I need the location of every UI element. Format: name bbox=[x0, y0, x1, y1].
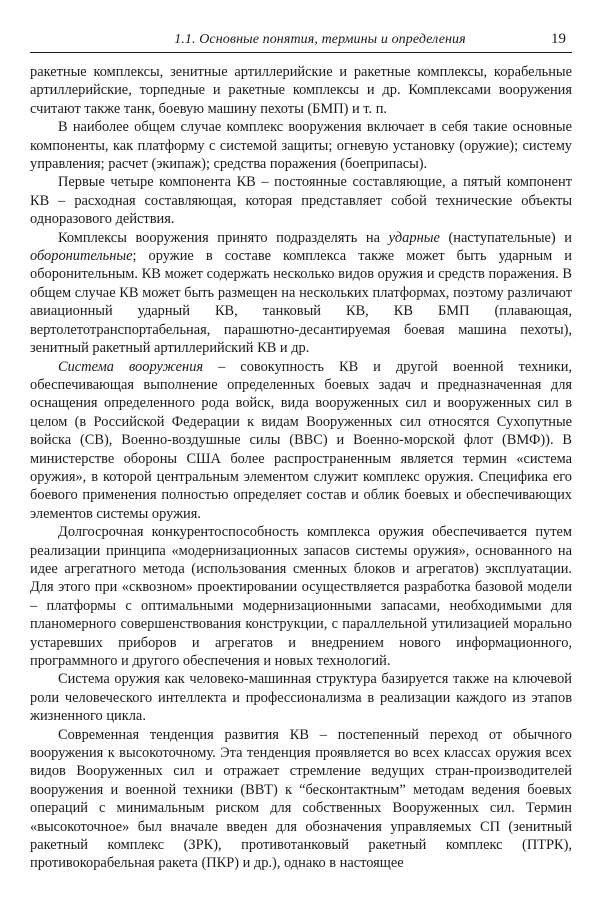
paragraph-text: Комплексы вооружения принято подразделять на bbox=[58, 229, 389, 246]
paragraph bbox=[30, 229, 572, 358]
paragraph-text: Первые четыре компонента КВ – постоянные составляющие, а пятый компонент КВ – расходная составляющая, которая представляет собой технические объекты одноразового действия. bbox=[30, 174, 572, 228]
paragraph bbox=[30, 63, 572, 118]
paragraph-text: В наиболее общем случае комплекс вооружения включает в себя такие основные компоненты, как платформу с системой защиты; огневую установку (оружие); систему управления; расчет (экипаж); средства поражения (боеприпасы). bbox=[30, 119, 572, 173]
term-sistema-vooruzheniya: Система вооружения bbox=[58, 358, 204, 375]
paragraph bbox=[30, 670, 572, 725]
paragraph-text: ; оружие в составе комплекса также может быть ударным и оборонительным. КВ может содержать несколько видов оружия и средств поражения. В общем случае КВ может быть размещен на нескольких платформах, поэтому различают авиационный ударный КВ, танковый КВ, КВ БМП (плавающая, вертолетотранспортабельная, парашютно-десантируемая боевая машина пехоты), зенитный ракетный артиллерийский КВ и др. bbox=[30, 248, 572, 357]
paragraph bbox=[30, 118, 572, 173]
paragraph-text: – совокупность КВ и другой военной техники, обеспечивающая выполнение определенных боевых задач и предназначенная для оснащения определенного рода войск, вида вооруженных сил и вооруженных сил в целом (в Российской Федерации к видам Вооруженных сил относятся Сухопутные войска (СВ), Военно-воздушные силы (ВВС) и Военно-морской флот (ВМФ)). В министерстве обороны США более распространенным является термин «система оружия», в которой центральным элементом служит комплекс оружия. Специфика его боевого применения полностью определяет состав и облик боевых и обеспечивающих элементов системы оружия. bbox=[30, 358, 572, 522]
paragraph-text: ракетные комплексы, зенитные артиллерийские и ракетные комплексы, корабельные артиллерийские, торпедные и ракетные комплексы и др. Комплексами вооружения считают также танк, боевую машину пехоты (БМП) и т. п. bbox=[30, 64, 572, 117]
running-header bbox=[30, 30, 572, 52]
paragraph bbox=[30, 358, 572, 524]
running-title: 1.1. Основные понятия, термины и определения bbox=[174, 32, 466, 47]
body-text bbox=[30, 63, 572, 873]
header-rule bbox=[30, 52, 572, 53]
paragraph bbox=[30, 173, 572, 228]
paragraph-text: Современная тенденция развития КВ – постепенный переход от обычного вооружения к высокоточному. Эта тенденция проявляется во всех классах оружия всех видов Вооруженных сил и отражает стремление ведущих стран-производителей вооружения и военной техники (ВВТ) к “бесконтактным” методам ведения боевых операций с минимальным риском для собственных Вооруженных сил. Термин «высокоточное» был вначале введен для обозначения управляемых СП (зенитный ракетный комплекс (ЗРК), противотанковый ракетный комплекс (ПТРК), противокорабельная ракета (ПКР) и др.), однако в настоящее bbox=[30, 726, 572, 872]
term-oboronitelnye: оборонительные bbox=[30, 248, 133, 265]
paragraph-text: Система оружия как человеко-машинная структура базируется также на ключевой роли человеческого интеллекта и профессионализма в реализации каждого из этапов жизненного цикла. bbox=[30, 671, 572, 725]
paragraph bbox=[30, 726, 572, 873]
paragraph-text: (наступательные) и bbox=[439, 229, 572, 246]
paragraph-text: Долгосрочная конкурентоспособность комплекса оружия обеспечивается путем реализации принципа «модернизационных запасов системы оружия», основанного на идее агрегатного метода (использования сменных блоков и агрегатов) эксплуатации. Для этого при «сквозном» проектировании осуществляется разработка базовой модели – платформы с оптимальными модернизационными запасами, необходимыми для планомерного совершенствования конструкции, с параллельной утилизацией морально устаревших приборов и агрегатов и внедрением нового информационного, программного и другого обеспечения и новых технологий. bbox=[30, 524, 572, 669]
term-udarnye: ударные bbox=[388, 229, 440, 246]
paragraph bbox=[30, 523, 572, 670]
page-number: 19 bbox=[551, 31, 566, 47]
